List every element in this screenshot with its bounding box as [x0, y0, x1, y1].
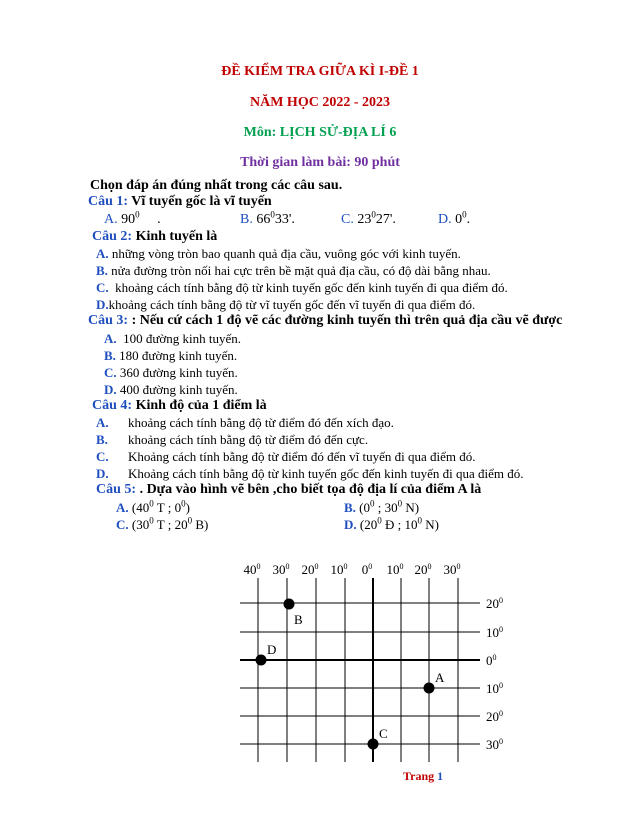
degree-sup: 0 [187, 515, 193, 526]
option-tail: 27'. [375, 212, 396, 227]
option-text: nửa đường tròn nối hai cực trên bề mặt quả địa cầu, có độ dài bằng nhau. [107, 263, 491, 278]
school-year: NĂM HỌC 2022 - 2023 [250, 95, 390, 110]
option-letter: B. [96, 263, 108, 278]
option-text: khoảng cách tính bằng độ từ điểm đó đến xích đạo. [128, 415, 394, 430]
instruction: Chọn đáp án đúng nhất trong các câu sau. [90, 178, 343, 193]
option-letter: C. [96, 449, 109, 464]
option-value: 66 [256, 212, 271, 227]
option-letter: A. [96, 415, 109, 430]
option-part: B) [192, 517, 209, 532]
longitude-label: $40^0$ [243, 562, 261, 577]
latitude-label: $10^0$ [486, 625, 503, 640]
option-letter: D. [104, 382, 117, 397]
option-part: T ; 20 [153, 517, 188, 532]
longitude-label: $20^0$ [414, 562, 432, 577]
question-5-label: Câu 5: [96, 482, 137, 497]
point-c-label: C [379, 726, 388, 741]
option-text: khoảng cách tính bằng độ từ vĩ tuyến gốc đến vĩ tuyến đi qua điểm đó. [108, 297, 476, 312]
point-d-label: D [267, 642, 277, 657]
degree-sup: 0 [377, 515, 382, 526]
option-part: (40 [128, 500, 150, 515]
question-4-label: Câu 4: [92, 398, 133, 413]
option-value: 90 [121, 212, 136, 227]
subject-line: Môn: LỊCH SỬ-ĐỊA LÍ 6 [243, 125, 397, 140]
option-letter: A. [104, 212, 118, 227]
option-part: (30 [128, 517, 150, 532]
option-text: 400 đường kinh tuyến. [116, 382, 238, 397]
option-text: Khoảng cách tính bằng độ từ điểm đó đến vĩ tuyến đi qua điểm đó. [128, 449, 476, 464]
page-footer [403, 769, 443, 784]
option-letter: D. [438, 212, 452, 227]
degree-sup: 0 [135, 209, 140, 220]
question-1-label: Câu 1: [88, 194, 129, 209]
question-4-text: Kinh độ của 1 điểm là [132, 398, 267, 413]
question-1-text: Vĩ tuyến gốc là vĩ tuyến [128, 194, 272, 209]
option-text: những vòng tròn bao quanh quả địa cầu, vuông góc với kinh tuyến. [108, 246, 461, 261]
point-b-marker [284, 599, 295, 610]
latitude-label: $10^0$ [486, 681, 503, 696]
option-letter: B. [104, 348, 116, 363]
question-3-label: Câu 3: [88, 313, 129, 328]
question-2-text: Kinh tuyến là [132, 229, 218, 244]
option-part: ; 30 [374, 500, 398, 515]
degree-sup: 0 [149, 515, 154, 526]
option-letter: B. [240, 212, 253, 227]
point-d-marker [256, 655, 267, 666]
longitude-label: $10^0$ [386, 562, 404, 577]
option-letter: B. [96, 432, 108, 447]
degree-sup: 0 [397, 498, 403, 509]
degree-sup: 0 [370, 498, 375, 509]
option-tail: 33'. [274, 212, 295, 227]
option-text: khoảng cách tính bằng độ từ điểm đó đến cực. [128, 432, 369, 447]
longitude-label: $20^0$ [301, 562, 319, 577]
option-part: N) [402, 500, 420, 515]
degree-sup: 0 [270, 209, 275, 220]
longitude-label: $0^0$ [361, 562, 373, 577]
option-part: N) [421, 517, 439, 532]
longitude-label: $30^0$ [443, 562, 461, 577]
option-text: 360 đường kinh tuyến. [116, 365, 238, 380]
option-letter: A. [96, 246, 109, 261]
time-limit: Thời gian làm bài: 90 phút [240, 155, 400, 170]
option-text: Khoảng cách tính bằng độ từ kinh tuyến gốc đến kinh tuyến đi qua điểm đó. [128, 466, 524, 481]
longitude-label: $30^0$ [272, 562, 290, 577]
exam-title: ĐỀ KIỂM TRA GIỮA KÌ I-ĐỀ 1 [221, 64, 419, 79]
latitude-label: $20^0$ [486, 709, 503, 724]
option-letter: D. [96, 466, 109, 481]
option-letter: C. [104, 365, 117, 380]
question-3-text: : Nếu cứ cách 1 độ vẽ các đường kinh tuyến thì trên quả địa cầu vẽ được [128, 313, 563, 328]
option-part: T ; 0 [153, 500, 182, 515]
latitude-label: $0^0$ [486, 653, 497, 668]
option-part: Đ ; 10 [381, 517, 418, 532]
degree-sup: 0 [149, 498, 154, 509]
latitude-label: $30^0$ [486, 737, 503, 752]
point-a-marker [424, 683, 435, 694]
point-b-label: B [294, 612, 303, 627]
point-c-marker [368, 739, 379, 750]
degree-sup: 0 [181, 498, 186, 509]
question-2-label: Câu 2: [92, 229, 133, 244]
degree-sup: 0 [417, 515, 422, 526]
option-letter: C. [116, 517, 129, 532]
option-part: ) [185, 500, 190, 515]
question-5-text: . Dựa vào hình vẽ bên ,cho biết tọa độ địa lí của điểm A là [136, 482, 482, 497]
longitude-label: $10^0$ [330, 562, 348, 577]
option-value: 23 [357, 212, 372, 227]
option-tail: . [139, 212, 161, 227]
option-letter: D. [96, 297, 109, 312]
option-letter: D. [344, 517, 357, 532]
option-letter: C. [96, 280, 109, 295]
option-part: (0 [355, 500, 371, 515]
option-letter: A. [116, 500, 129, 515]
option-text: 100 đường kinh tuyến. [116, 331, 242, 346]
point-a-label: A [435, 670, 445, 685]
option-letter: B. [344, 500, 356, 515]
option-value: 0 [455, 212, 463, 227]
latitude-label: $20^0$ [486, 596, 503, 611]
option-text: khoảng cách tính bằng độ từ kinh tuyến gốc đến kinh tuyến đi qua điểm đó. [108, 280, 508, 295]
degree-sup: 0 [371, 209, 376, 220]
option-part: (20 [356, 517, 378, 532]
option-tail: . [466, 212, 471, 227]
degree-sup: 0 [462, 209, 467, 220]
page-number: 1 [437, 769, 444, 783]
option-text: 180 đường kinh tuyến. [115, 348, 238, 363]
option-letter: A. [104, 331, 117, 346]
option-letter: C. [341, 212, 354, 227]
page-word: Trang [403, 769, 435, 783]
